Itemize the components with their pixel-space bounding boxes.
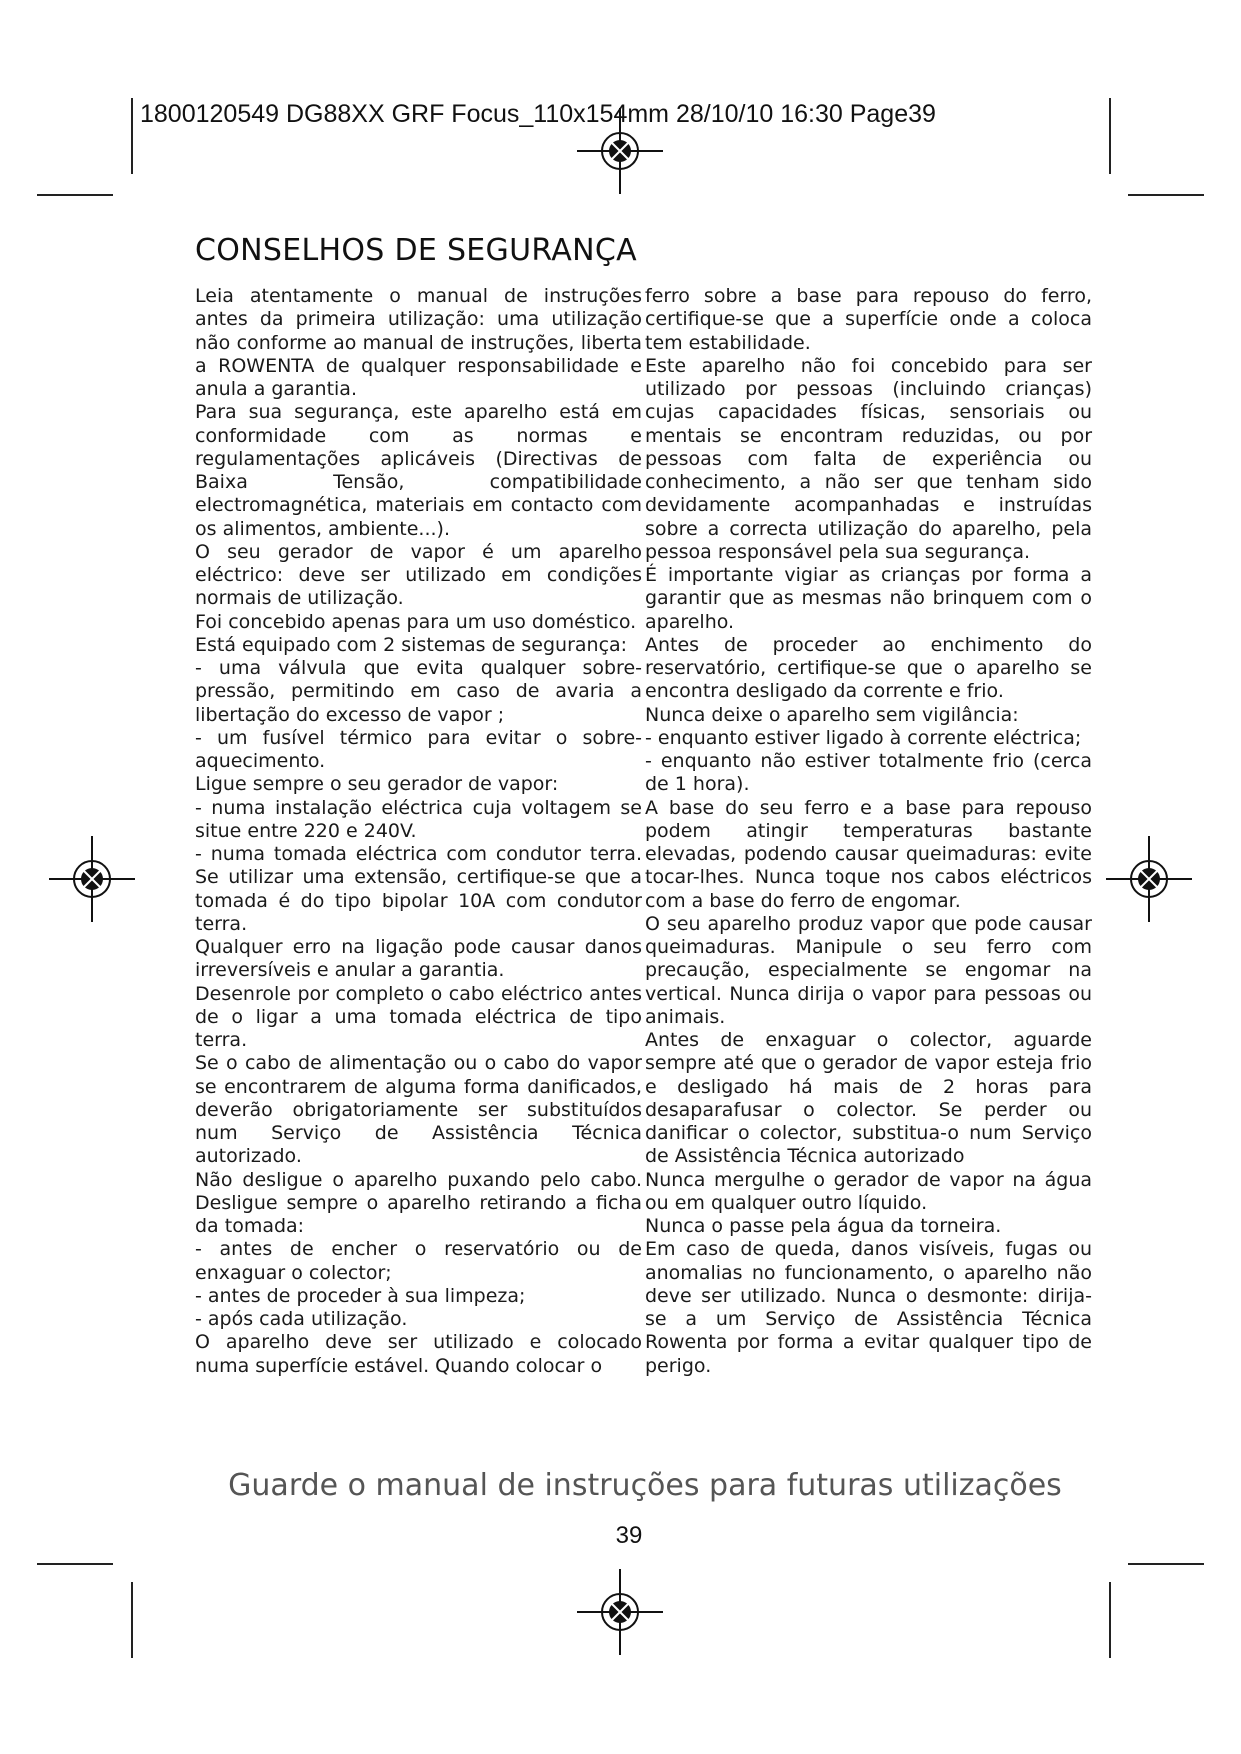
- paragraph: O seu aparelho produz vapor que pode causar queimaduras. Manipule o seu ferro com precaução, especialmente se engomar na vertical. Nunca dirija o vapor para pessoas ou animais.: [645, 912, 1092, 1028]
- paragraph: Antes de enxaguar o colector, aguarde sempre até que o gerador de vapor esteja frio e desligado há mais de 2 horas para desaparafusar o colector. Se perder ou danificar o colector, substitua-o num Serviço de Assistência Técnica autorizado: [645, 1029, 1092, 1168]
- list-item: - após cada utilização.: [195, 1308, 408, 1330]
- paragraph: Foi concebido apenas para um uso doméstico.: [195, 610, 637, 633]
- footer-note: Guarde o manual de instruções para futuras utilizações: [228, 1468, 1062, 1503]
- list-item: - enquanto estiver ligado à corrente eléctrica;: [645, 726, 1082, 749]
- paragraph: Em caso de queda, danos visíveis, fugas ou anomalias no funcionamento, o aparelho não deve ser utilizado. Nunca o desmonte: dirija-se a um Serviço de Assistência Técnica Rowenta por forma a evitar qualquer tipo de perigo.: [645, 1238, 1092, 1377]
- crop-mark-top-right-horizontal: [1128, 194, 1204, 196]
- list-item: - uma válvula que evita qualquer sobre-pressão, permitindo em caso de avaria a libertação do excesso de vapor ;: [195, 657, 642, 726]
- right-column: [645, 285, 1092, 1378]
- paragraph: Para sua segurança, este aparelho está em conformidade com as normas e regulamentações aplicáveis (Directivas de Baixa Tensão, compatibilidade electromagnética, materiais em contacto com os alimentos, ambiente...).: [195, 401, 642, 540]
- registration-mark-top-icon: [575, 106, 665, 196]
- paragraph: Desenrole por completo o cabo eléctrico antes de o ligar a uma tomada eléctrica de tipo terra.: [195, 982, 642, 1051]
- paragraph: Nunca deixe o aparelho sem vigilância:: [645, 703, 1019, 726]
- print-slug: 1800120549 DG88XX GRF Focus_110x154mm 28/10/10 16:30 Page39: [140, 100, 936, 128]
- crop-mark-top-left-horizontal: [37, 194, 113, 196]
- page-number: 39: [615, 1522, 643, 1549]
- paragraph: Qualquer erro na ligação pode causar danos irreversíveis e anular a garantia.: [195, 936, 642, 982]
- paragraph: A base do seu ferro e a base para repouso podem atingir temperaturas bastante elevadas, podendo causar queimaduras: evite tocar-lhes. Nunca toque nos cabos eléctricos com a base do ferro de engomar.: [645, 796, 1092, 912]
- paragraph: Não desligue o aparelho puxando pelo cabo. Desligue sempre o aparelho retirando a ficha da tomada:: [195, 1168, 642, 1237]
- paragraph: O aparelho deve ser utilizado e colocado numa superfície estável. Quando colocar o: [195, 1331, 642, 1377]
- paragraph: Este aparelho não foi concebido para ser utilizado por pessoas (incluindo crianças) cujas capacidades físicas, sensoriais ou mentais se encontram reduzidas, ou por pessoas com falta de experiência ou conhecimento, a não ser que tenham sido devidamente acompanhadas e instruídas sobre a correcta utilização do aparelho, pela pessoa responsável pela sua segurança.: [645, 354, 1092, 563]
- crop-mark-bottom-right-vertical: [1109, 1582, 1111, 1658]
- registration-mark-right-icon: [1104, 834, 1194, 924]
- paragraph: É importante vigiar as crianças por forma a garantir que as mesmas não brinquem com o aparelho.: [645, 564, 1092, 633]
- list-item: - enquanto não estiver totalmente frio (cerca de 1 hora).: [645, 750, 1092, 796]
- left-column: [195, 285, 642, 1378]
- paragraph: ferro sobre a base para repouso do ferro, certifique-se que a superfície onde a coloca tem estabilidade.: [645, 285, 1092, 354]
- paragraph: Ligue sempre o seu gerador de vapor:: [195, 773, 559, 796]
- crop-mark-top-right-vertical: [1109, 98, 1111, 174]
- paragraph: Leia atentamente o manual de instruções antes da primeira utilização: uma utilização não conforme ao manual de instruções, liberta a ROWENTA de qualquer responsabilidade e anula a garantia.: [195, 285, 642, 400]
- paragraph: Nunca o passe pela água da torneira.: [645, 1215, 1002, 1237]
- list-item: - um fusível térmico para evitar o sobre-aquecimento.: [195, 726, 642, 772]
- crop-mark-top-left-vertical: [131, 98, 133, 174]
- list-item: - antes de encher o reservatório ou de enxaguar o colector;: [195, 1238, 642, 1284]
- page-title: CONSELHOS DE SEGURANÇA: [195, 233, 637, 268]
- list-item: - antes de proceder à sua limpeza;: [195, 1284, 526, 1307]
- paragraph: Nunca mergulhe o gerador de vapor na água ou em qualquer outro líquido.: [645, 1168, 1092, 1214]
- paragraph: Se o cabo de alimentação ou o cabo do vapor se encontrarem de alguma forma danificados, deverão obrigatoriamente ser substituídos num Serviço de Assistência Técnica autorizado.: [195, 1052, 642, 1168]
- registration-mark-bottom-icon: [575, 1567, 665, 1657]
- list-item: - numa instalação eléctrica cuja voltagem se situe entre 220 e 240V.: [195, 796, 642, 842]
- paragraph: Está equipado com 2 sistemas de segurança:: [195, 633, 628, 656]
- list-item: - numa tomada eléctrica com condutor terra. Se utilizar uma extensão, certifique-se que a tomada é do tipo bipolar 10A com condutor terra.: [195, 843, 642, 935]
- crop-mark-bottom-left-vertical: [131, 1582, 133, 1658]
- registration-mark-left-icon: [47, 834, 137, 924]
- crop-mark-bottom-right-horizontal: [1128, 1563, 1204, 1565]
- paragraph: O seu gerador de vapor é um aparelho eléctrico: deve ser utilizado em condições normais de utilização.: [195, 540, 642, 610]
- paragraph: Antes de proceder ao enchimento do reservatório, certifique-se que o aparelho se encontra desligado da corrente e frio.: [645, 633, 1092, 703]
- crop-mark-bottom-left-horizontal: [37, 1563, 113, 1565]
